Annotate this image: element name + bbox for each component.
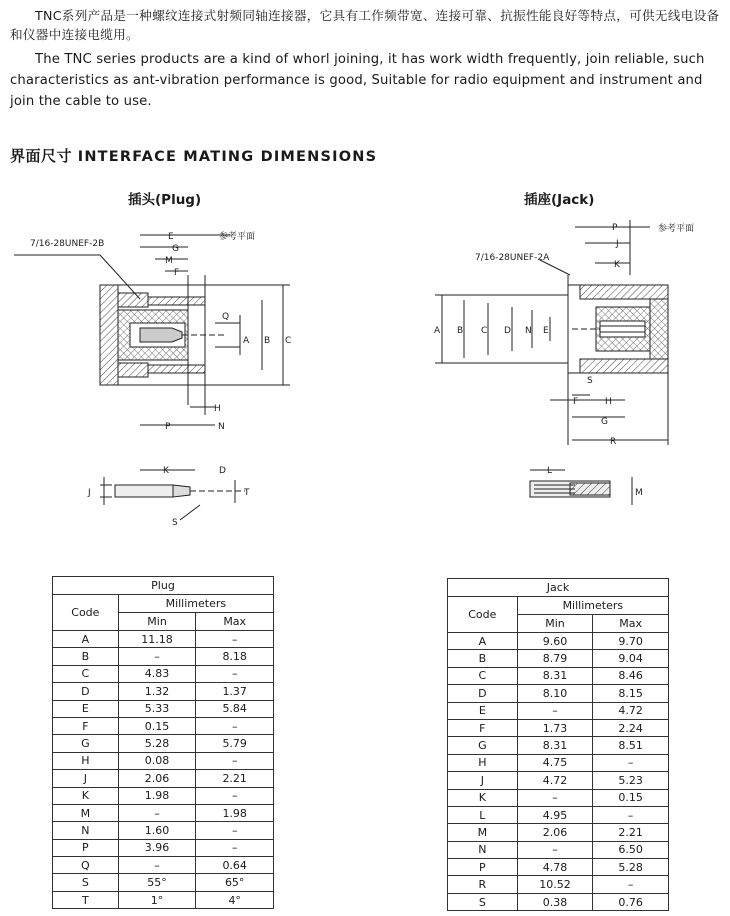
- table-cell: 1.98: [118, 787, 196, 804]
- table-cell: N: [448, 841, 518, 858]
- plug-label-thread: 7/16-28UNEF-2B: [30, 239, 105, 249]
- table-row: [448, 772, 669, 789]
- jack-label-J: J: [616, 239, 619, 249]
- plug-label-Q: Q: [222, 312, 230, 322]
- table-cell: 1.32: [118, 683, 196, 700]
- table-cell: D: [448, 685, 518, 702]
- table-cell: L: [448, 806, 518, 823]
- table-row: [53, 857, 274, 874]
- table-row: [53, 839, 274, 856]
- table-row: [53, 631, 274, 648]
- section-title-cn: 界面尺寸: [10, 147, 73, 165]
- plug-label-H: H: [214, 404, 221, 414]
- table-row: [448, 876, 669, 893]
- jack-label-N: N: [525, 326, 532, 336]
- table-row: [448, 579, 669, 597]
- table-row: [448, 789, 669, 806]
- jack-label-F: F: [573, 397, 579, 407]
- table-row: [448, 597, 669, 615]
- table-cell: G: [53, 735, 119, 752]
- jack-units-header: Millimeters: [517, 597, 668, 615]
- table-cell: H: [53, 752, 119, 769]
- table-cell: Q: [53, 857, 119, 874]
- plug-label-J: J: [88, 488, 91, 498]
- table-row: [448, 737, 669, 754]
- jack-max-header: Max: [593, 615, 669, 633]
- table-cell: 1.73: [517, 719, 593, 736]
- plug-label-G: G: [172, 244, 179, 254]
- table-row: [448, 806, 669, 823]
- table-cell: P: [448, 859, 518, 876]
- table-row: [53, 735, 274, 752]
- plug-title: 插头(Plug): [128, 192, 202, 208]
- table-cell: 4.95: [517, 806, 593, 823]
- table-cell: 5.33: [118, 700, 196, 717]
- table-row: [448, 719, 669, 736]
- table-cell: M: [448, 824, 518, 841]
- table-cell: –: [196, 631, 274, 648]
- table-cell: 4.72: [517, 772, 593, 789]
- table-cell: 5.79: [196, 735, 274, 752]
- table-row: [53, 683, 274, 700]
- plug-label-P: P: [165, 422, 171, 432]
- jack-label-thread: 7/16-28UNEF-2A: [475, 253, 550, 263]
- table-cell: 11.18: [118, 631, 196, 648]
- jack-label-B: B: [457, 326, 464, 336]
- table-cell: 5.84: [196, 700, 274, 717]
- table-cell: –: [196, 665, 274, 682]
- table-row: [448, 859, 669, 876]
- table-row: [53, 752, 274, 769]
- table-cell: F: [53, 717, 119, 734]
- table-cell: 8.18: [196, 648, 274, 665]
- intro-english-text: The TNC series products are a kind of whorl joining, it has work width frequently, join reliable, such characteristics as ant-vibration performance is good, Suitable for radio equipment and instrument and join the cable to use.: [10, 52, 705, 109]
- plug-label-M: M: [165, 256, 173, 266]
- table-cell: –: [517, 789, 593, 806]
- plug-code-header: Code: [53, 595, 119, 631]
- table-cell: 4.83: [118, 665, 196, 682]
- table-row: [448, 824, 669, 841]
- table-cell: B: [448, 650, 518, 667]
- jack-label-K: K: [614, 260, 620, 270]
- table-row: [53, 787, 274, 804]
- table-row: [53, 577, 274, 595]
- table-cell: 1.60: [118, 822, 196, 839]
- plug-label-F: F: [174, 268, 180, 278]
- intro-chinese-text: TNC系列产品是一种螺纹连接式射频同轴连接器，它具有工作频带宽、连接可靠、抗振性能良好等特点，可供无线电设备和仪器中连接电缆用。: [10, 8, 720, 42]
- table-cell: 55°: [118, 874, 196, 891]
- table-cell: 2.06: [118, 770, 196, 787]
- table-row: [448, 754, 669, 771]
- intro-english: [10, 49, 722, 112]
- intro-chinese: [10, 6, 722, 44]
- table-row: [448, 633, 669, 650]
- table-cell: 10.52: [517, 876, 593, 893]
- plug-label-E: E: [168, 232, 174, 242]
- plug-label-N: N: [218, 422, 225, 432]
- table-row: [53, 700, 274, 717]
- table-cell: 4.72: [593, 702, 669, 719]
- table-cell: 9.70: [593, 633, 669, 650]
- table-cell: 3.96: [118, 839, 196, 856]
- plug-table-title: Plug: [53, 577, 274, 595]
- table-row: [53, 874, 274, 891]
- jack-table-title: Jack: [448, 579, 669, 597]
- table-row: [53, 595, 274, 613]
- plug-label-C: C: [285, 336, 292, 346]
- table-row: [53, 770, 274, 787]
- table-cell: 6.50: [593, 841, 669, 858]
- table-cell: 1.37: [196, 683, 274, 700]
- table-cell: 5.28: [593, 859, 669, 876]
- section-title: [10, 145, 377, 166]
- table-cell: –: [196, 787, 274, 804]
- jack-label-G: G: [601, 417, 608, 427]
- table-cell: 5.23: [593, 772, 669, 789]
- plug-label-A: A: [243, 336, 250, 346]
- plug-min-header: Min: [118, 613, 196, 631]
- table-cell: S: [448, 893, 518, 910]
- table-row: [448, 893, 669, 910]
- jack-label-E: E: [543, 326, 549, 336]
- table-cell: –: [196, 822, 274, 839]
- jack-label-P: P: [612, 223, 618, 233]
- table-cell: –: [517, 702, 593, 719]
- table-cell: –: [517, 841, 593, 858]
- plug-diagram: [0, 215, 330, 535]
- table-row: [448, 841, 669, 858]
- table-cell: T: [53, 891, 119, 908]
- jack-min-header: Min: [517, 615, 593, 633]
- table-cell: 8.31: [517, 737, 593, 754]
- jack-code-header: Code: [448, 597, 518, 633]
- table-cell: –: [118, 804, 196, 821]
- table-cell: 8.15: [593, 685, 669, 702]
- jack-label-ref: 参考平面: [658, 224, 695, 234]
- table-cell: 8.46: [593, 667, 669, 684]
- table-cell: 8.10: [517, 685, 593, 702]
- table-cell: G: [448, 737, 518, 754]
- table-cell: K: [448, 789, 518, 806]
- jack-table: [447, 578, 669, 911]
- table-cell: 2.21: [196, 770, 274, 787]
- jack-title: 插座(Jack): [524, 192, 595, 208]
- table-cell: 4.75: [517, 754, 593, 771]
- table-cell: 0.76: [593, 893, 669, 910]
- plug-units-header: Millimeters: [118, 595, 273, 613]
- table-cell: 0.64: [196, 857, 274, 874]
- table-cell: K: [53, 787, 119, 804]
- table-row: [448, 685, 669, 702]
- jack-label-C: C: [481, 326, 488, 336]
- table-cell: M: [53, 804, 119, 821]
- jack-label-A: A: [434, 326, 441, 336]
- table-cell: 65°: [196, 874, 274, 891]
- jack-label-S: S: [587, 376, 593, 386]
- table-cell: 2.24: [593, 719, 669, 736]
- plug-label-S: S: [172, 518, 178, 528]
- table-cell: –: [593, 806, 669, 823]
- table-cell: S: [53, 874, 119, 891]
- jack-label-R: R: [610, 437, 617, 447]
- plug-label-ref: 参考平面: [219, 232, 256, 242]
- jack-diagram: [400, 215, 730, 515]
- table-row: [53, 891, 274, 908]
- table-cell: 0.15: [118, 717, 196, 734]
- table-cell: A: [448, 633, 518, 650]
- table-row: [448, 702, 669, 719]
- table-row: [53, 804, 274, 821]
- section-title-en: INTERFACE MATING DIMENSIONS: [77, 149, 378, 165]
- table-row: [53, 665, 274, 682]
- table-cell: J: [53, 770, 119, 787]
- table-row: [53, 717, 274, 734]
- table-cell: 9.60: [517, 633, 593, 650]
- table-cell: –: [196, 752, 274, 769]
- plug-label-B: B: [264, 336, 271, 346]
- plug-label-D: D: [219, 466, 226, 476]
- table-cell: 2.06: [517, 824, 593, 841]
- jack-label-L: L: [547, 466, 553, 476]
- table-cell: 5.28: [118, 735, 196, 752]
- plug-max-header: Max: [196, 613, 274, 631]
- jack-label-M: M: [635, 488, 643, 498]
- table-cell: 4.78: [517, 859, 593, 876]
- table-cell: 0.08: [118, 752, 196, 769]
- table-row: [53, 648, 274, 665]
- table-cell: J: [448, 772, 518, 789]
- table-cell: 1.98: [196, 804, 274, 821]
- table-cell: A: [53, 631, 119, 648]
- table-cell: E: [53, 700, 119, 717]
- table-cell: C: [448, 667, 518, 684]
- table-cell: 8.79: [517, 650, 593, 667]
- table-cell: 0.38: [517, 893, 593, 910]
- table-cell: –: [118, 648, 196, 665]
- table-cell: R: [448, 876, 518, 893]
- table-cell: H: [448, 754, 518, 771]
- table-cell: B: [53, 648, 119, 665]
- table-cell: –: [196, 839, 274, 856]
- table-cell: N: [53, 822, 119, 839]
- table-cell: F: [448, 719, 518, 736]
- plug-table: [52, 576, 274, 909]
- plug-label-T: T: [244, 488, 250, 498]
- table-cell: –: [593, 876, 669, 893]
- table-cell: 2.21: [593, 824, 669, 841]
- table-row: [448, 650, 669, 667]
- table-cell: –: [196, 717, 274, 734]
- jack-label-H: H: [605, 397, 612, 407]
- plug-label-K: K: [163, 466, 169, 476]
- table-cell: D: [53, 683, 119, 700]
- table-row: [448, 667, 669, 684]
- table-cell: C: [53, 665, 119, 682]
- table-cell: 4°: [196, 891, 274, 908]
- table-cell: –: [593, 754, 669, 771]
- table-row: [53, 822, 274, 839]
- table-cell: 0.15: [593, 789, 669, 806]
- table-cell: 8.31: [517, 667, 593, 684]
- table-cell: –: [118, 857, 196, 874]
- table-cell: 8.51: [593, 737, 669, 754]
- table-cell: P: [53, 839, 119, 856]
- table-cell: 1°: [118, 891, 196, 908]
- table-cell: E: [448, 702, 518, 719]
- jack-label-D: D: [504, 326, 511, 336]
- table-cell: 9.04: [593, 650, 669, 667]
